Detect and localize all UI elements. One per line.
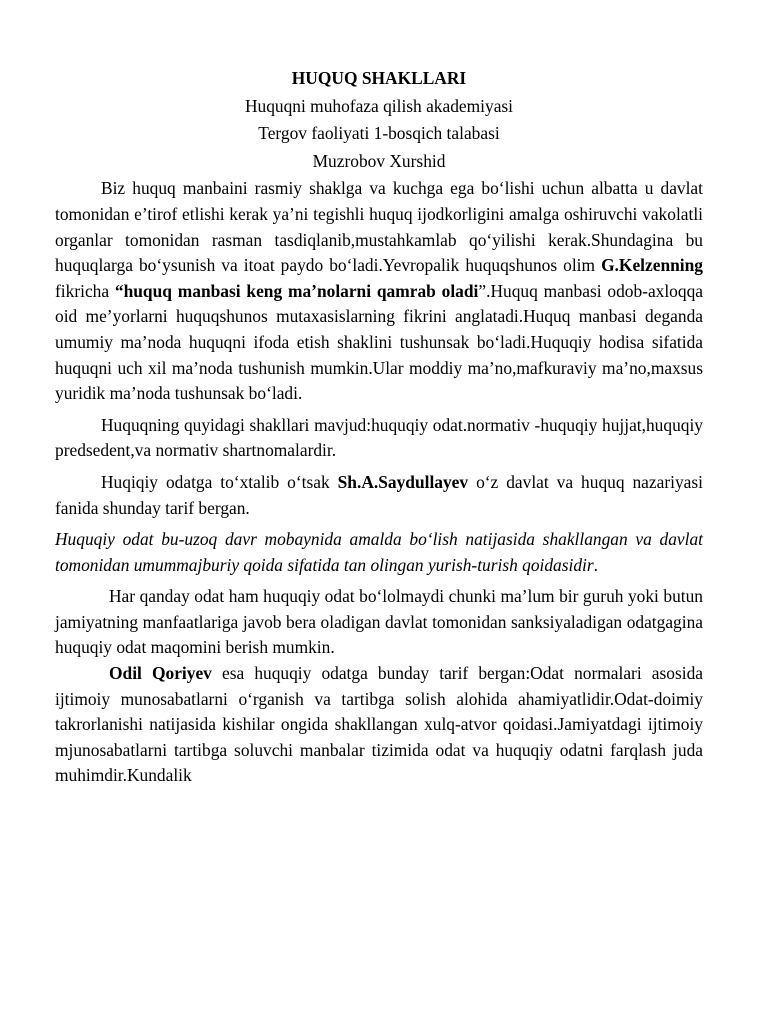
institution-line: Huquqni muhofaza qilish akademiyasi <box>244 95 514 116</box>
student-status-line: Tergov faoliyati 1-bosqich talabasi <box>258 123 500 144</box>
document-page <box>55 66 703 789</box>
author-name: Muzrobov Xurshid <box>312 150 446 171</box>
paragraph-1-bold-name: G.Kelzenning <box>601 255 703 276</box>
definition-quote-text: Huquqiy odat bu-uzoq davr mobaynida amalda bo‘lish natijasida shakllangan va davlat tomonidan umummajburiy qoida sifatida tan olingan yurish-turish qoidasidir <box>55 529 703 575</box>
paragraph-3-bold-name: Sh.A.Saydullayev <box>337 471 469 492</box>
paragraph-1-bold-quote: “huquq manbasi keng ma’nolarni qamrab oladi <box>114 280 479 301</box>
paragraph-1-text-a: Biz huquq manbaini rasmiy shaklga va kuchga ega bo‘lishi uchun albatta u davlat tomonidan e’tirof etlishi kerak ya’ni tegishli huquq ijodkorligini amalga oshiruvchi vakolatli organlar tomonidan rasman tasdiqlanib,mustahkamlab qo‘yilishi kerak.Shundagina bu huquqlarga bo‘ysunish va itoat paydo bo‘ladi.Yevropalik huquqshunos olim <box>55 178 703 276</box>
paragraph-3-text-b: o‘z davlat va huquq nazariyasi fanida shunday tarif bergan. <box>55 471 703 518</box>
paragraph-6 <box>55 661 703 789</box>
paragraph-1-text-b: fikricha <box>55 280 115 301</box>
paragraph-6-text: esa huquqiy odatga bunday tarif bergan:Odat normalari asosida ijtimoiy munosabatlarni o‘rganish va tartibga solish alohida ahamiyatlidir.Odat-doimiy takrorlanishi natijasida kishilar ongida shakllangan xulq-atvor qoidasi.Jamiyatdagi ijtimoiy mjunosabatlarni tartibga soluvchi manbalar tizimida odat va huquqiy odatni farqlash juda muhimdir.Kundalik <box>55 663 703 786</box>
document-title: HUQUQ SHAKLLARI <box>291 68 467 88</box>
definition-quote <box>55 527 703 578</box>
paragraph-1 <box>55 176 703 406</box>
paragraph-1-text-c: ”.Huquq manbasi odob-axloqqa oid me’yorlarni huquqshunos mutaxasislarning fikrini anglatadi.Huquq manbasi deganda umumiy ma’noda huquqni ifoda etish shaklini tushunsak bo‘ladi.Huquqiy hodisa sifatida huquqni uch xil ma’noda tushunish mumkin.Ular moddiy ma’no,mafkuraviy ma’no,maxsus yuridik ma’noda tushunsak bo‘ladi. <box>55 280 703 404</box>
paragraph-3 <box>55 470 703 521</box>
paragraph-3-text-a: Huqiqiy odatga to‘xtalib o‘tsak <box>101 471 338 492</box>
paragraph-6-bold-name: Odil Qoriyev <box>109 663 212 684</box>
paragraph-5: Har qanday odat ham huquqiy odat bo‘lolmaydi chunki ma’lum bir guruh yoki butun jamiyatning manfaatlariga javob bera oladigan davlat tomonidan sanksiyaladigan odatgagina huquqiy odat maqomini berish mumkin. <box>55 586 703 658</box>
definition-quote-tail: . <box>593 554 599 575</box>
paragraph-2: Huquqning quyidagi shakllari mavjud:huquqiy odat.normativ -huquqiy hujjat,huquqiy predsedent,va normativ shartnomalardir. <box>55 414 703 461</box>
